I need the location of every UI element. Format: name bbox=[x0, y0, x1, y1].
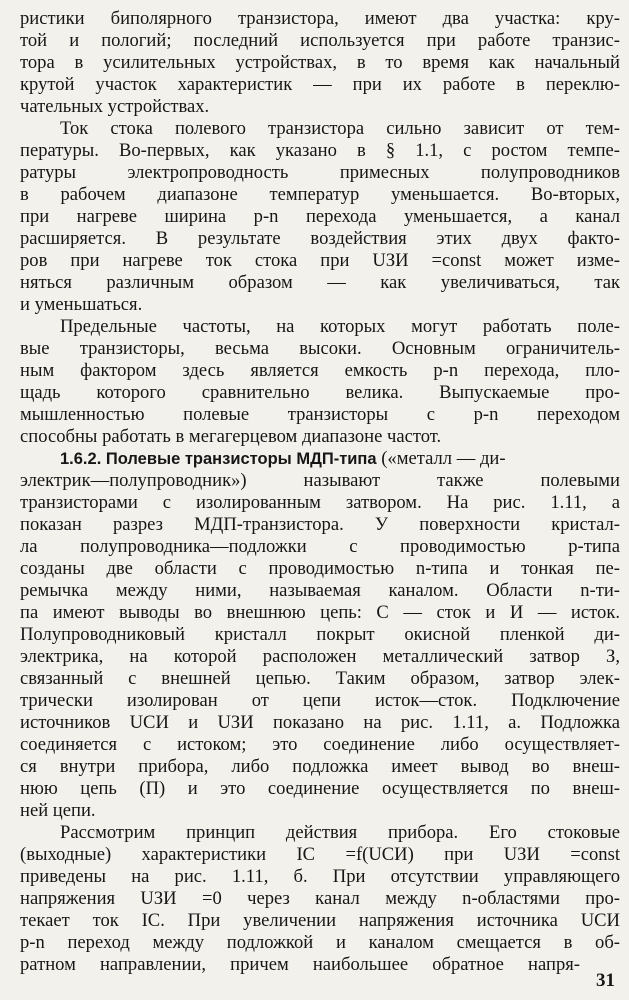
text-line: пературы. Во-первых, как указано в § 1.1, с ростом темпе- bbox=[20, 140, 620, 161]
text-line: созданы две области с проводимостью n-типа и тонкая пе- bbox=[20, 558, 620, 579]
text-line: (выходные) характеристики IC =f(UСИ) при UЗИ =const bbox=[20, 844, 620, 865]
text-line: текает ток IC. При увеличении напряжения источника UСИ bbox=[20, 910, 620, 931]
text-line: Рассмотрим принцип действия прибора. Его стоковые bbox=[60, 822, 620, 843]
text-line: Предельные частоты, на которых могут работать поле- bbox=[60, 316, 620, 337]
text-line: ся внутри прибора, либо подложка имеет вывод во внеш- bbox=[20, 756, 620, 777]
text-line: показан разрез МДП-транзистора. У поверхности кристал- bbox=[20, 514, 620, 535]
text-line: электрика, на которой расположен металлический затвор З, bbox=[20, 646, 620, 667]
text-line: p-n переход между подложкой и каналом смещается в об- bbox=[20, 932, 620, 953]
text-line: расширяется. В результате воздействия этих двух факто- bbox=[20, 228, 620, 249]
text-line: напряжения UЗИ =0 через канал между n-областями про- bbox=[20, 888, 620, 909]
text-line: трически изолирован от цепи исток—сток. Подключение bbox=[20, 690, 620, 711]
section-heading: 1.6.2. Полевые транзисторы МДП-типа bbox=[60, 450, 377, 468]
section-heading-line bbox=[60, 448, 620, 470]
text-line: приведены на рис. 1.11, б. При отсутствии управляющего bbox=[20, 866, 620, 887]
text-line: транзисторами с изолированным затвором. На рис. 1.11, а bbox=[20, 492, 620, 513]
text-line: при нагреве ширина p-n перехода уменьшается, а канал bbox=[20, 206, 620, 227]
text-line: вые транзисторы, весьма высоки. Основным ограничитель- bbox=[20, 338, 620, 359]
text-line: няться различным образом — как увеличиваться, так bbox=[20, 272, 620, 293]
page-number: 31 bbox=[596, 970, 615, 991]
text-line: ратном направлении, причем наибольшее обратное напря- bbox=[20, 954, 580, 975]
text-line: ла полупроводника—подложки с проводимостью p-типа bbox=[20, 536, 620, 557]
text-line: ратуры электропроводность примесных полупроводников bbox=[20, 162, 620, 183]
text-line: способны работать в мегагерцевом диапазоне частот. bbox=[20, 426, 442, 447]
text-line: той и пологий; последний используется при работе транзис- bbox=[20, 30, 620, 51]
text-line: тора в усилительных устройствах, в то время как начальный bbox=[20, 52, 620, 73]
text-line: ремычка между ними, называемая каналом. Области n-ти- bbox=[20, 580, 620, 601]
text-line: ней цепи. bbox=[20, 800, 96, 821]
text-line: Ток стока полевого транзистора сильно зависит от тем- bbox=[60, 118, 620, 139]
text-line: связанный с внешней цепью. Таким образом, затвор элек- bbox=[20, 668, 620, 689]
text-line: щадь которого сравнительно велика. Выпускаемые про- bbox=[20, 382, 620, 403]
text-line: нюю цепь (П) и это соединение осуществляется по внеш- bbox=[20, 778, 620, 799]
text-line: электрик—полупроводник») называют также полевыми bbox=[20, 470, 620, 491]
text-line: ров при нагреве ток стока при UЗИ =const может изме- bbox=[20, 250, 620, 271]
text-line: и уменьшаться. bbox=[20, 294, 143, 315]
text-line: ристики биполярного транзистора, имеют два участка: кру- bbox=[20, 8, 620, 29]
text-line: источников UСИ и UЗИ показано на рис. 1.11, а. Подложка bbox=[20, 712, 620, 733]
text-line: мышленностью полевые транзисторы с p-n переходом bbox=[20, 404, 620, 425]
text-line: чательных устройствах. bbox=[20, 96, 210, 117]
text-line: соединяется с истоком; это соединение либо осуществляет- bbox=[20, 734, 620, 755]
text-fragment: («металл — ди- bbox=[376, 448, 506, 469]
text-line: крутой участок характеристик — при их работе в переклю- bbox=[20, 74, 620, 95]
text-line: в рабочем диапазоне температур уменьшается. Во-вторых, bbox=[20, 184, 620, 205]
text-line: ным фактором здесь является емкость p-n перехода, пло- bbox=[20, 360, 620, 381]
text-line: Полупроводниковый кристалл покрыт окисной пленкой ди- bbox=[20, 624, 620, 645]
text-line: па имеют выводы во внешнюю цепь: С — сток и И — исток. bbox=[20, 602, 620, 623]
